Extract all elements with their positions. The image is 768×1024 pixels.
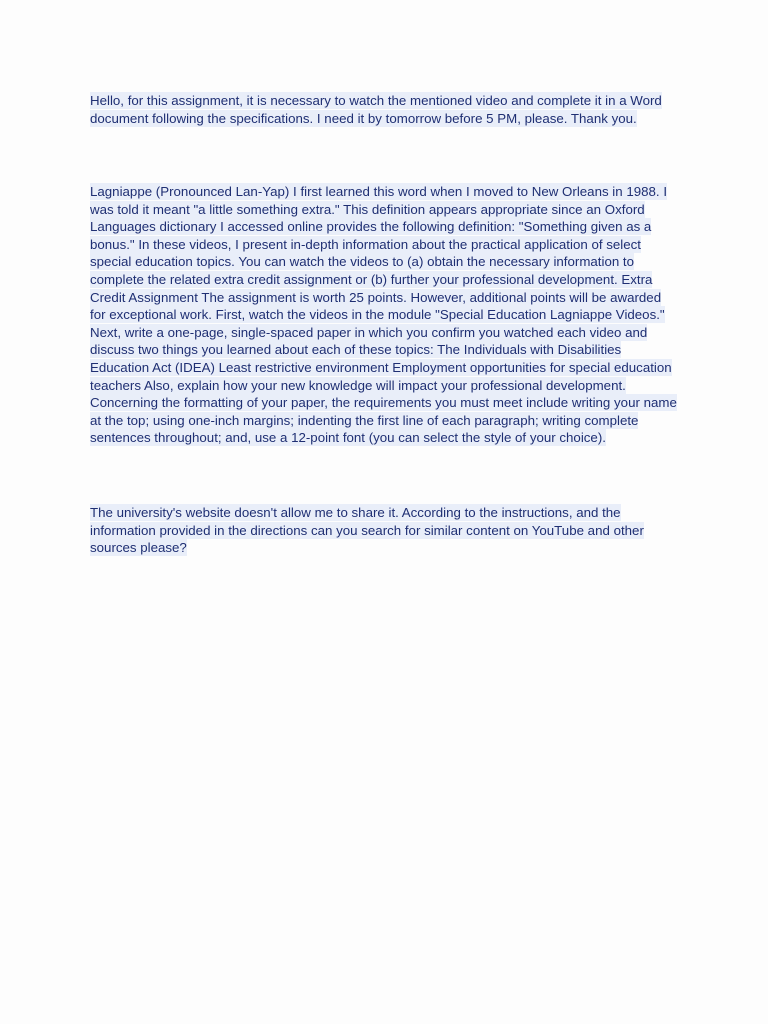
paragraph-follow-up <box>90 504 680 557</box>
paragraph-request-text: Hello, for this assignment, it is necessary to watch the mentioned video and complete it in a Word document following the specifications. I need it by tomorrow before 5 PM, please. Thank you. <box>90 93 662 126</box>
paragraph-assignment-instructions <box>90 183 680 447</box>
paragraph-request <box>90 92 680 127</box>
paragraph-follow-up-text: The university's website doesn't allow me to share it. According to the instructions, and the information provided in the directions can you search for similar content on YouTube and other sources please? <box>90 505 644 556</box>
paragraph-assignment-text: Lagniappe (Pronounced Lan-Yap) I first learned this word when I moved to New Orleans in 1988. I was told it meant "a little something extra." This definition appears appropriate since an Oxford Languages dictionary I accessed online provides the following definition: "Something given as a bonus." In these videos, I present in-depth information about the practical application of select special education topics. You can watch the videos to (a) obtain the necessary information to complete the related extra credit assignment or (b) further your professional development. Extra Credit Assignment The assignment is worth 25 points. However, additional points will be awarded for exceptional work. First, watch the videos in the module "Special Education Lagniappe Videos." Next, write a one-page, single-spaced paper in which you confirm you watched each video and discuss two things you learned about each of these topics: The Individuals with Disabilities Education Act (IDEA) Least restrictive environment Employment opportunities for special education teachers Also, explain how your new knowledge will impact your professional development. Concerning the formatting of your paper, the requirements you must meet include writing your name at the top; using one-inch margins; indenting the first line of each paragraph; writing complete sentences throughout; and, use a 12-point font (you can select the style of your choice). <box>90 184 677 446</box>
